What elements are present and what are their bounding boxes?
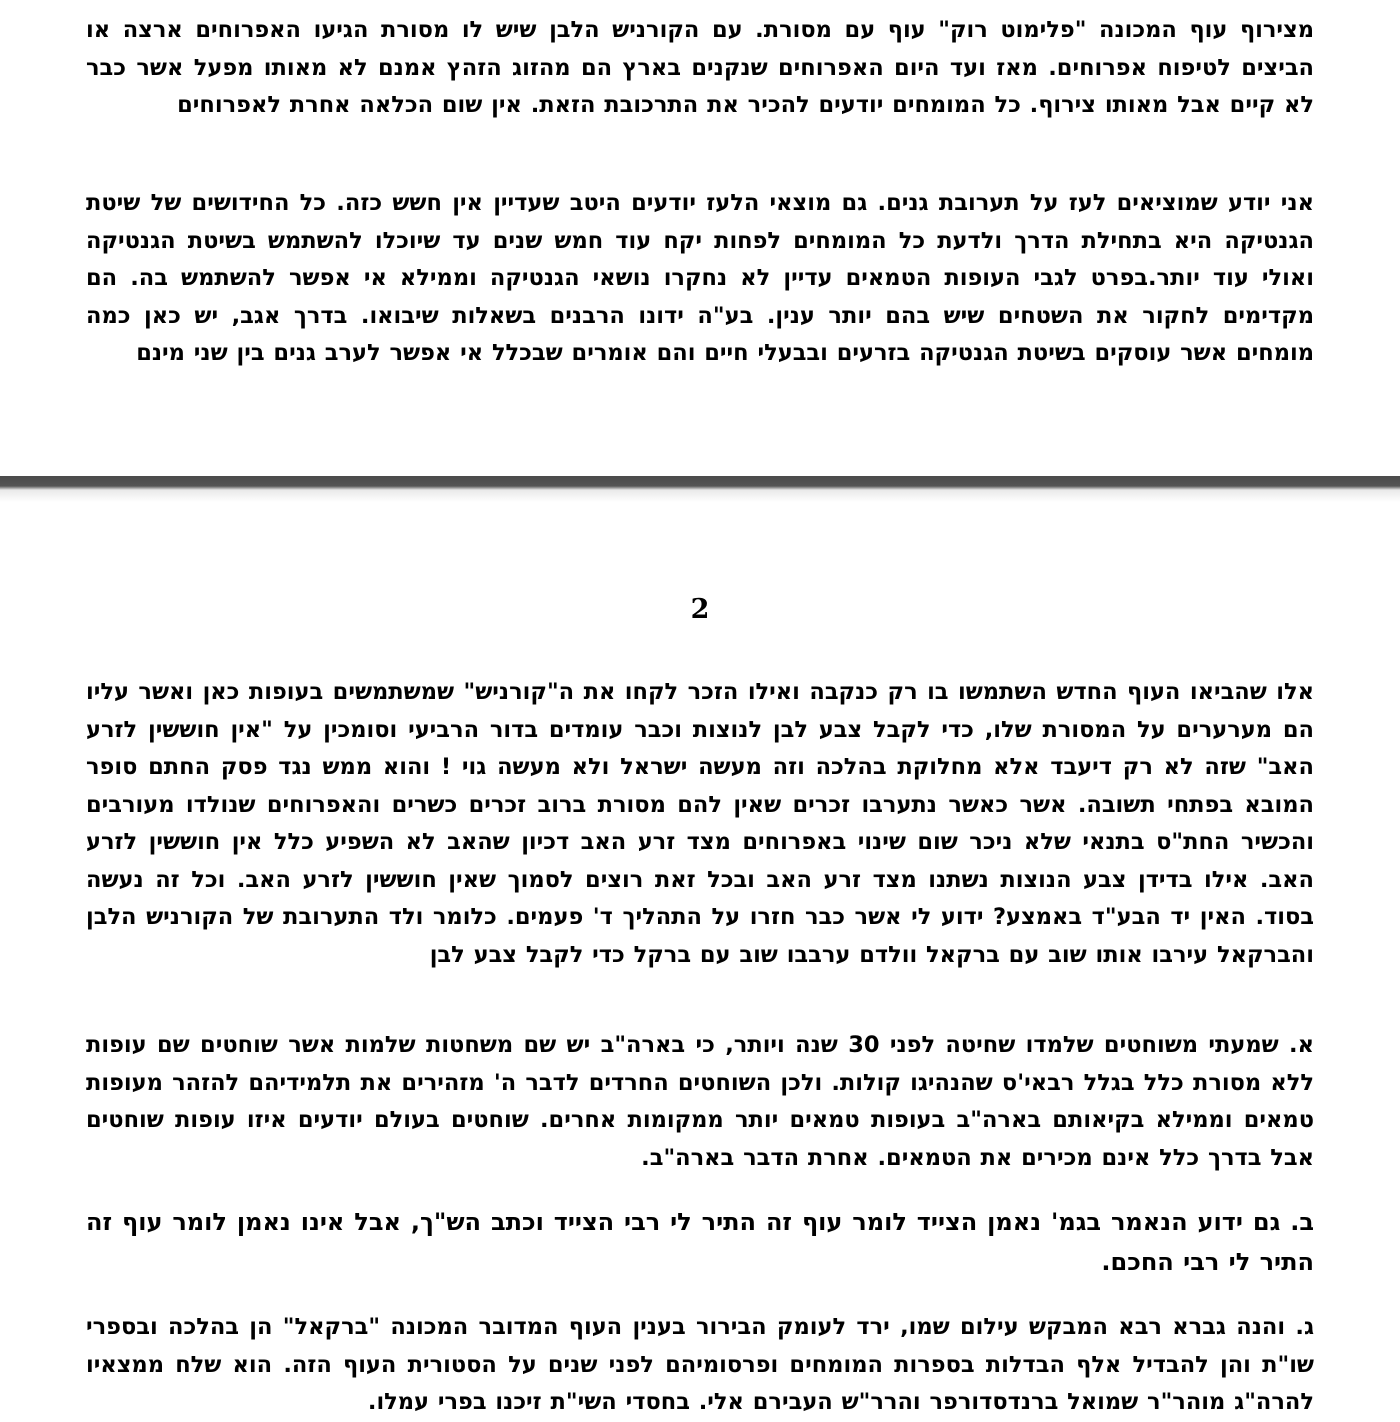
document-page-bottom <box>0 502 1400 1422</box>
paragraph-genetics: אני יודע שמוציאים לעז על תערובת גנים. גם מוצאי הלעז יודעים היטב שעדיין אין חשש כזה. כל החידושים של שיטת הגנטיקה היא בתחילת הדרך ולדעת כל המומחים לפחות יקח עוד חמש שנים עד שיוכלו להשתמש בשיטת הגנטיקה ואולי עוד יותר.בפרט לגבי העופות הטמאים עדיין לא נחקרו נושאי הגנטיקה וממילא אי אפשר להשתמש בה. הם מקדימים לחקור את השטחים שיש בהם יותר ענין. בע"ה ידונו הרבנים בשאלות שיבואו. בדרך אגב, יש כאן כמה מומחים אשר עוסקים בשיטת הגנטיקה בזרעים ובבעלי חיים והם אומרים שבכלל אי אפשר לערב גנים בין שני מינם <box>86 190 1314 366</box>
paragraph-bet-hunter: ב. גם ידוע הנאמר בגמ' נאמן הצייד לומר עוף זה התיר לי רבי הצייד וכתב הש"ך, אבל אינו נאמן לומר עוף זה התיר לי רבי החכם. <box>86 1208 1314 1276</box>
page-separator <box>0 476 1400 502</box>
page-number: 2 <box>690 594 710 625</box>
paragraph-cornish-crossbreeding: אלו שהביאו העוף החדש השתמשו בו רק כנקבה ואילו הזכר לקחו את ה"קורניש" שמשתמשים בעופות כאן ואשר עליו הם מערערים על המסורת שלו, כדי לקבל צבע לבן לנוצות וכבר עומדים בדור הרביעי וסומכין על "אין חוששין לזרע האב" שזה לא רק דיעבד אלא מחלוקת בהלכה וזה מעשה ישראל ולא מעשה גוי ! והוא ממש נגד פסק החתם סופר המובא בפתחי תשובה. אשר כאשר נתערבו זכרים שאין להם מסורת ברוב זכרים כשרים והאפרוחים שנולדו מעורבים והכשיר החת"ס בתנאי שלא ניכר שום שינוי באפרוחים מצד זרע האב דכיון שהאב לא השפיע כלל אין חוששין לזרע האב. אילו בדידן צבע הנוצות נשתנו מצד זרע האב ובכל זאת רוצים לסמוך שאין חוששין לזרע האב. וכל זה נעשה בסוד. האין יד הבע"ד באמצע? ידוע לי אשר כבר חזרו על התהליך ד' פעמים. כלומר ולד התערובת של הקורניש הלבן והברקאל עירבו אותו שוב עם ברקאל וולדם ערבבו שוב עם ברקל כדי לקבל צבע לבן <box>86 679 1314 968</box>
paragraph-breeding-origin: מצירוף עוף המכונה "פלימוט רוק" עוף עם מסורת. עם הקורניש הלבן שיש לו מסורת הגיעו האפרוחים ארצה או הביצים לטיפוח אפרוחים. מאז ועד היום האפרוחים שנקנים בארץ הם מהזוג הזהץ אמנם לא מאותו מפעל אשר כבר לא קיים אבל מאותו צירוף. כל המומחים יודעים להכיר את התרכובת הזאת. אין שום הכלאה אחרת לאפרוחים <box>86 17 1314 118</box>
paragraph-gimel-research: ג. והנה גברא רבא המבקש עילום שמו, ירד לעומק הבירור בענין העוף המדובר המכונה "ברקאל" הן בהלכה ובספרי שו"ת והן להבדיל אלף הבדלות בספרות המומחים ופרסומיהם לפני שנים על הסטורית העוף הזה. הוא שלח ממצאיו להרה"ג מוהר"ר שמואל ברנדסדורפר והרר"ש העבירם אלי. בחסדי השי"ת זיכנו בפרי עמלו. <box>86 1314 1314 1415</box>
document-page-top <box>0 0 1400 476</box>
paragraph-alef-slaughterers: א. שמעתי משוחטים שלמדו שחיטה לפני 30 שנה ויותר, כי בארה"ב יש שם משחטות שלמות אשר שוחטים שם עופות ללא מסורת כלל בגלל רבאי'ס שהנהיגו קולות. ולכן השוחטים החרדים לדבר ה' מזהירים את תלמידיהם להזהר מעופות טמאים וממילא בקיאותם בארה"ב בעופות טמאים יותר ממקומות אחרים. שוחטים בעולם יודעים איזו עופות שוחטים אבל בדרך כלל אינם מכירים את הטמאים. אחרת הדבר בארה"ב. <box>86 1032 1314 1171</box>
